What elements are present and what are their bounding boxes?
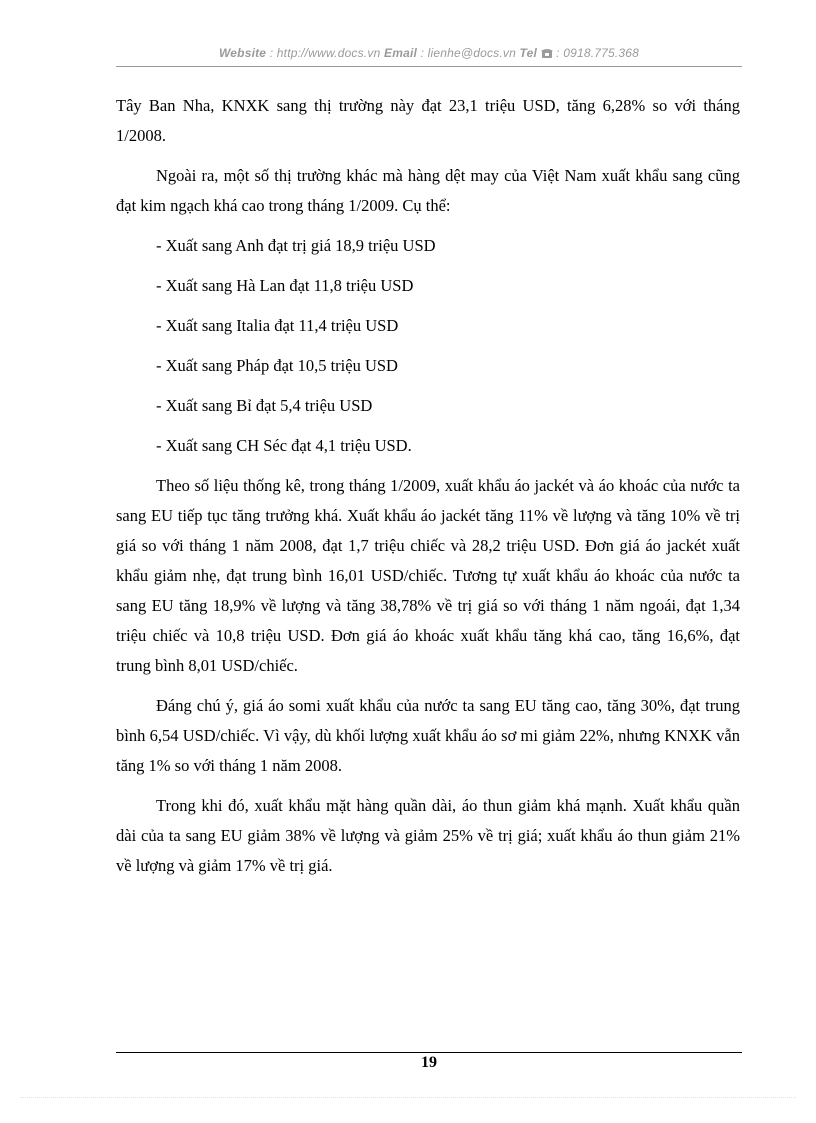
phone-icon xyxy=(541,47,553,61)
list-item: - Xuất sang Pháp đạt 10,5 triệu USD xyxy=(156,356,398,375)
paragraph-3: Theo số liệu thống kê, trong tháng 1/2009, xuất khẩu áo jackét và áo khoác của nước ta sang EU tiếp tục tăng trưởng khá. Xuất khẩu áo jackét tăng 11% về lượng và tăng 10% về trị giá so với tháng 1 năm 2008, đạt 1,7 triệu chiếc và 28,2 triệu USD. Đơn giá áo jackét xuất khẩu giảm nhẹ, đạt trung bình 16,01 USD/chiếc. Tương tự xuất khẩu áo khoác của nước ta sang EU tăng 18,9% về lượng và tăng 38,78% về trị giá so với tháng 1 năm ngoái, đạt 1,34 triệu chiếc và 10,8 triệu USD. Đơn giá áo khoác xuất khẩu tăng khá cao, tăng 16,6%, đạt trung bình 8,01 USD/chiếc. xyxy=(116,476,740,675)
header-divider xyxy=(116,66,742,67)
email-value: : lienhe@docs.vn xyxy=(420,46,516,60)
footer-divider xyxy=(116,1052,742,1053)
website-value: : http://www.docs.vn xyxy=(269,46,381,60)
list-item: - Xuất sang Hà Lan đạt 11,8 triệu USD xyxy=(156,276,414,295)
tel-label: Tel xyxy=(519,46,538,60)
list-item: - Xuất sang Italia đạt 11,4 triệu USD xyxy=(156,316,399,335)
list-item: - Xuất sang CH Séc đạt 4,1 triệu USD. xyxy=(156,436,412,455)
page-number: 19 xyxy=(421,1054,437,1071)
export-market-list xyxy=(116,231,740,461)
list-item: - Xuất sang Bỉ đạt 5,4 triệu USD xyxy=(156,396,373,415)
email-label: Email xyxy=(384,46,418,60)
page-edge-divider xyxy=(20,1097,796,1098)
tel-value: : 0918.775.368 xyxy=(556,46,640,60)
paragraph-5: Trong khi đó, xuất khẩu mặt hàng quần dài, áo thun giảm khá mạnh. Xuất khẩu quần dài của ta sang EU giảm 38% về lượng và giảm 25% về trị giá; xuất khẩu áo thun giảm 21% về lượng và giảm 17% về trị giá. xyxy=(116,796,740,875)
paragraph-1: Tây Ban Nha, KNXK sang thị trường này đạt 23,1 triệu USD, tăng 6,28% so với tháng 1/2008. xyxy=(116,96,740,145)
paragraph-4: Đáng chú ý, giá áo somi xuất khẩu của nước ta sang EU tăng cao, tăng 30%, đạt trung bình 6,54 USD/chiếc. Vì vậy, dù khối lượng xuất khẩu áo sơ mi giảm 22%, nhưng KNXK vẫn tăng 1% so với tháng 1 năm 2008. xyxy=(116,696,740,775)
list-item: - Xuất sang Anh đạt trị giá 18,9 triệu USD xyxy=(156,236,436,255)
paragraph-2: Ngoài ra, một số thị trường khác mà hàng dệt may của Việt Nam xuất khẩu sang cũng đạt kim ngạch khá cao trong tháng 1/2009. Cụ thể: xyxy=(116,166,740,215)
document-body xyxy=(116,91,740,891)
website-label: Website xyxy=(218,46,267,60)
page-header xyxy=(116,46,742,61)
